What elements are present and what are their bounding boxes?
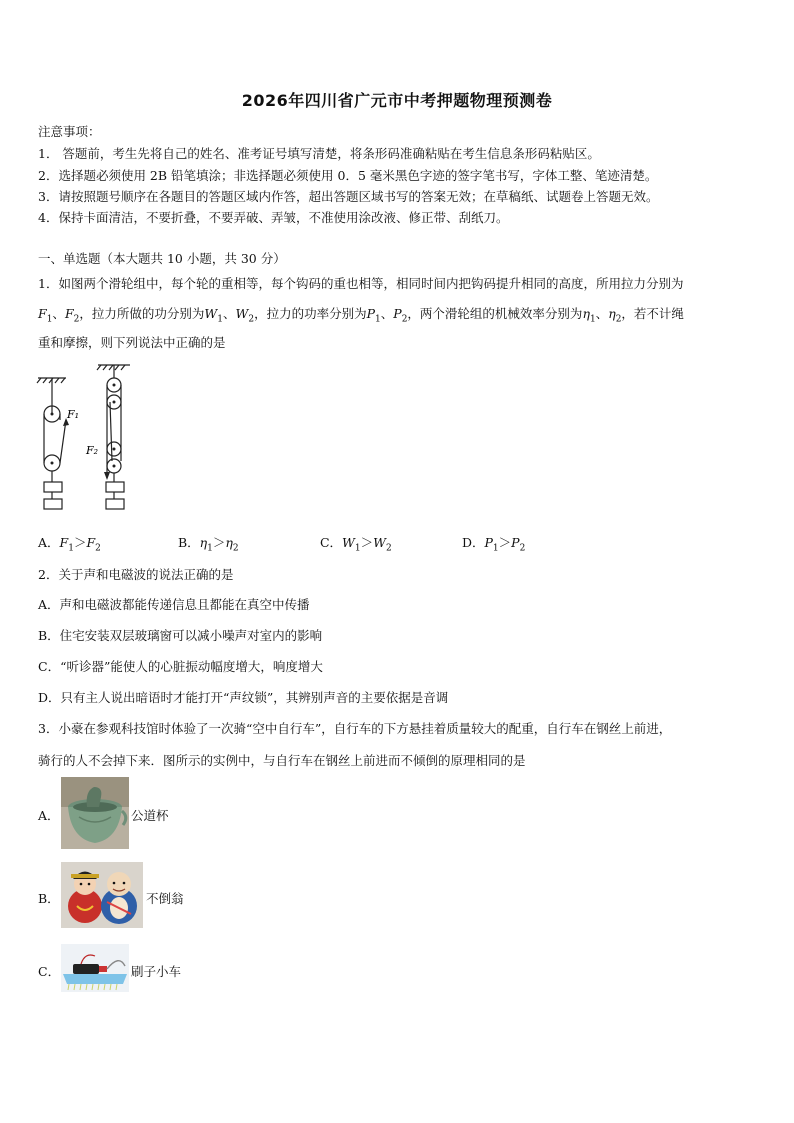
q3-stem-line1: 3．小豪在参观科技馆时体验了一次骑“空中自行车”，自行车的下方悬挂着质量较大的配重，自行车在钢丝上前进， [38,721,672,736]
q2-stem: 2．关于声和电磁波的说法正确的是 [38,567,234,582]
notice-item-3: 3．请按照题号顺序在各题目的答题区域内作答，超出答题区域书写的答案无效；在草稿纸、试题卷上答题无效。 [38,189,659,204]
q3-option-a-label[interactable]: A． [38,808,60,823]
f2-label: F₂ [86,444,99,457]
q1-option-c[interactable]: C．$W_1>W_2$ [319,535,392,554]
q1-stem-line1: 1．如图两个滑轮组中，每个轮的重相等，每个钩码的重也相等，相同时间内把钩码提升相同的高度，所用拉力分别为 [38,276,684,291]
q2-option-d[interactable]: D．只有主人说出暗语时才能打开“声纹锁”，其辨别声音的主要依据是音调 [38,690,449,705]
q1-line2-part3: ，两个滑轮组的机械效率分别为 [407,306,583,321]
notice-item-2: 2．选择题必须使用 2B 铅笔填涂；非选择题必须使用 0．5 毫米黑色字迹的签字笔书写，字体工整、笔迹清楚。 [38,168,658,183]
q3-stem-line2: 骑行的人不会掉下来．图所示的实例中，与自行车在钢丝上前进而不倾倒的原理相同的是 [38,753,526,768]
q1-option-a[interactable]: A．$F_1>F_2$ [38,535,101,554]
page-title: 2026年四川省广元市中考押题物理预测卷 [241,91,553,110]
roly-poly-image [61,862,143,928]
f1-label: F₁ [67,408,80,421]
gongdao-cup-image [61,777,129,849]
q1-options [38,533,758,554]
q1-option-b[interactable]: B．$\eta_1>\eta_2$ [177,535,239,554]
q3-option-b-label[interactable]: B． [38,891,60,906]
q1-line2-part2: ，拉力的功率分别为 [254,306,367,321]
notice-item-4: 4．保持卡面清洁，不要折叠，不要弄破、弄皱，不准使用涂改液、修正带、刮纸刀。 [38,210,509,225]
q3-option-a-text: 公道杯 [131,808,169,823]
q3-option-c-label[interactable]: C． [38,964,61,979]
q2-option-b[interactable]: B．住宅安装双层玻璃窗可以减小噪声对室内的影响 [38,628,323,643]
q1-line2-part4: ，若不计绳 [621,306,684,321]
q1-option-d[interactable]: D．$P_1>P_2$ [461,535,526,554]
q1-stem-line3: 重和摩擦，则下列说法中正确的是 [38,335,226,350]
q2-option-a[interactable]: A．声和电磁波都能传递信息且都能在真空中传播 [38,597,310,612]
section-heading-single-choice: 一、单选题（本大题共 10 小题，共 30 分） [38,251,286,266]
brush-car-image [61,944,129,992]
q2-option-c[interactable]: C．“听诊器”能使人的心脏振动幅度增大，响度增大 [38,659,323,674]
q1-line2-part1: ，拉力所做的功分别为 [79,306,205,321]
q3-option-c-text: 刷子小车 [131,964,182,979]
q3-option-b-text: 不倒翁 [146,891,184,906]
notice-heading: 注意事项： [38,124,101,139]
notice-item-1: 1． 答题前，考生先将自己的姓名、准考证号填写清楚，将条形码准确粘贴在考生信息条形码粘贴区。 [38,146,600,161]
q1-stem-line2: $F_1$、$F_2$，拉力所做的功分别为$W_1$、$W_2$，拉力的功率分别为$P_1$、$P_2$，两个滑轮组的机械效率分别为$\eta_1$、$\eta_2$，若不计绳 [38,306,684,325]
pulley-diagram [36,360,136,520]
